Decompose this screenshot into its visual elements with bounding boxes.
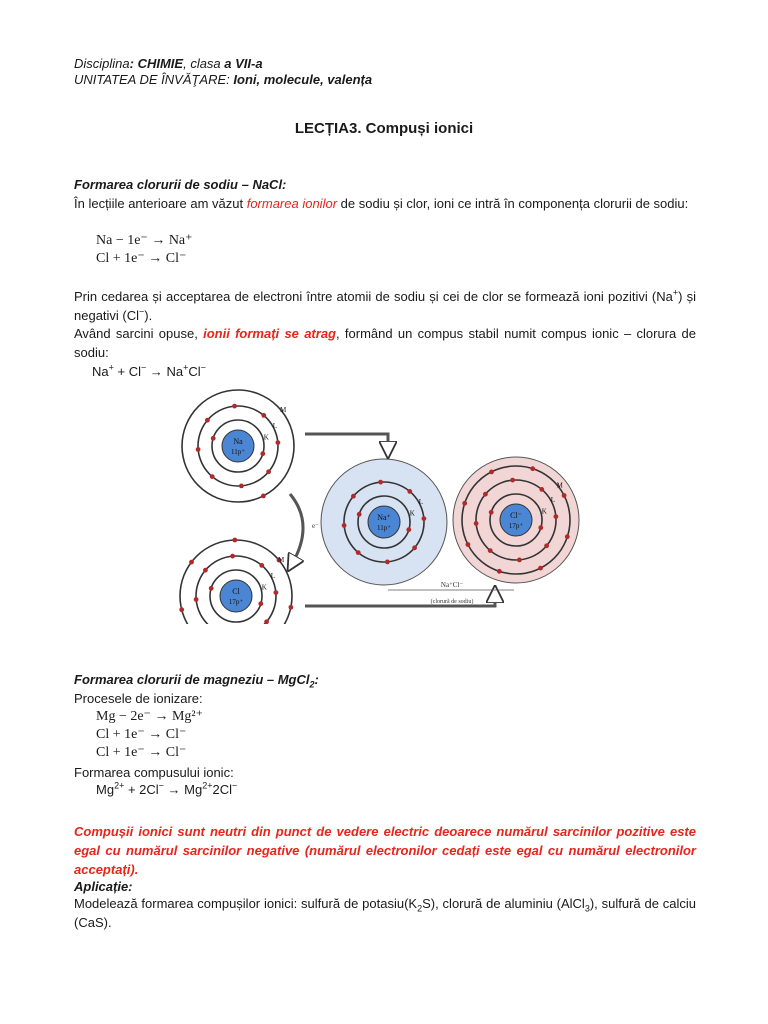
cl-ion-electron <box>554 514 559 519</box>
cl-ion-electron <box>565 534 570 539</box>
ionization-label: Procesele de ionizare: <box>74 691 203 706</box>
section-heading-nacl: Formarea clorurii de sodiu – NaCl: <box>74 177 287 192</box>
compound-formation-label: Formarea compusului ionic: <box>74 765 234 780</box>
na-atom-electron <box>232 404 237 409</box>
cl-ion-electron <box>483 492 488 497</box>
eq4-mg2: Mg <box>184 782 203 797</box>
eq4-arrow: → <box>163 782 185 797</box>
eq4-sup3: 2+ <box>202 780 213 791</box>
na-ion-shell-label: K <box>409 509 415 518</box>
intro-text-b: de sodiu și clor, ioni ce intră în componența clorurii de sodiu: <box>337 196 689 211</box>
cl-atom-electron <box>209 586 214 591</box>
mgcl2-heading-sub: 2 <box>309 679 315 690</box>
cl-ion-electron <box>539 487 544 492</box>
cl-ion-electron <box>462 501 467 506</box>
na-atom-electron <box>205 418 210 423</box>
intro-highlight: formarea ionilor <box>246 196 338 211</box>
cl-ion-electron <box>517 558 522 563</box>
compound-sublabel: (clorură de sodiu) <box>430 599 474 605</box>
eq3-sup3: + <box>183 362 189 373</box>
eq4-cl: + 2Cl <box>124 782 159 797</box>
cl-atom-electron <box>264 619 269 624</box>
cl-atom-electron <box>189 560 194 565</box>
na-ion-shell-label: L <box>418 497 424 506</box>
equation-nacl-formation <box>92 364 206 380</box>
na-ion-symbol: Na⁺ <box>377 513 391 522</box>
class-label: , clasa <box>183 56 225 71</box>
cl-ion-electron <box>538 566 543 571</box>
cl-ion-electron <box>544 543 549 548</box>
unit-value: Ioni, molecule, valența <box>233 72 373 87</box>
na-atom-electron <box>211 436 216 441</box>
cl-atom-symbol: Cl <box>232 587 240 596</box>
na-atom-symbol: Na <box>233 437 243 446</box>
ion-sup-plus: + <box>672 287 679 298</box>
app-sub2: 3 <box>584 903 590 914</box>
eq3-na: Na <box>92 364 109 379</box>
na-ion-electron <box>422 516 427 521</box>
na-ion-protons: 11p⁺ <box>377 524 391 532</box>
na-ion-electron <box>407 489 412 494</box>
discipline-value: : CHIMIE <box>129 56 184 71</box>
cl-atom-electron <box>232 538 237 543</box>
na-ion-electron <box>342 523 347 528</box>
cl-atom-nucleus <box>220 580 252 612</box>
equation-cl-ionization-2: Cl + 1e⁻ → Cl⁻ <box>96 745 187 760</box>
cl-atom-electron <box>179 607 184 612</box>
arrow-na-to-ion <box>305 434 388 450</box>
cl-ion-symbol: Cl⁻ <box>510 511 522 520</box>
cl-ion-nucleus <box>500 504 532 536</box>
section-heading-mgcl2 <box>74 672 319 688</box>
eq4-sup4: − <box>232 780 238 791</box>
cl-ion-protons: 17p⁺ <box>508 522 524 530</box>
eq3-cl: + Cl <box>113 364 141 379</box>
na-atom-nucleus <box>222 430 254 462</box>
cl-atom-electron <box>203 568 208 573</box>
cl-atom-shell-label: K <box>261 583 267 592</box>
na-atom-electron <box>261 413 266 418</box>
cl-atom-electron <box>258 601 263 606</box>
application-text <box>74 894 696 932</box>
equation-mgcl2-formation <box>96 782 237 798</box>
na-atom-protons: 11p⁺ <box>231 448 245 456</box>
cl-ion-electron <box>562 493 567 498</box>
cl-atom-shell-label: M <box>278 555 285 564</box>
na-atom-shell-label: L <box>272 421 278 430</box>
na-ion-electron <box>406 527 411 532</box>
cl-ion-shell-label: L <box>550 495 556 504</box>
intro-text-a: În lecțiile anterioare am văzut <box>74 196 247 211</box>
na-ion-electron <box>412 545 417 550</box>
paragraph-intro <box>74 194 696 213</box>
ion-text-c: ). <box>144 308 153 323</box>
app-text-b: S), clorură de aluminiu (AlCl <box>422 896 585 911</box>
cl-ion-electron <box>488 548 493 553</box>
app-text-c: ), sulfură de calciu (CaS). <box>74 896 696 930</box>
na-ion-electron <box>356 550 361 555</box>
cl-atom-electron <box>274 590 279 595</box>
arrow-electron-transfer <box>290 494 303 564</box>
eq4-sup1: 2+ <box>114 780 125 791</box>
na-atom-electron <box>260 451 265 456</box>
cl-ion-electron <box>497 569 502 574</box>
na-ion-electron <box>378 480 383 485</box>
attraction-text-b: , formând un compus stabil numit compus ionic – clorura de sodiu: <box>74 326 696 360</box>
cl-atom-electron <box>259 563 264 568</box>
eq3-na2: Na <box>166 364 184 379</box>
eq4-cl2: 2Cl <box>212 782 232 797</box>
equation-cl-ionization-1: Cl + 1e⁻ → Cl⁻ <box>96 727 187 742</box>
eq3-sup1: + <box>108 362 114 373</box>
paragraph-attraction <box>74 324 696 362</box>
ion-sup-minus: − <box>139 306 145 317</box>
cl-ion-electron <box>489 470 494 475</box>
cl-ion-electron <box>510 478 515 483</box>
mgcl2-heading-a: Formarea clorurii de magneziu – MgCl <box>74 672 310 687</box>
equation-cl-ionization: Cl + 1e⁻ → Cl⁻ <box>96 251 187 266</box>
cl-ion-electron <box>466 542 471 547</box>
cl-atom-electron <box>194 597 199 602</box>
eq3-sup4: − <box>200 362 206 373</box>
discipline-line <box>74 56 263 72</box>
na-atom-shell-label: M <box>280 405 287 414</box>
page-title: LECȚIA3. Compuși ionici <box>294 120 474 137</box>
na-atom-electron <box>210 474 215 479</box>
cl-ion-electron <box>489 510 494 515</box>
attraction-text-a: Având sarcini opuse, <box>74 326 204 341</box>
paragraph-ion-formation <box>74 287 696 325</box>
na-atom-electron <box>266 469 271 474</box>
unit-label: UNITATEA DE ÎNVĂŢARE: <box>74 72 234 87</box>
eq3-cl2: Cl <box>188 364 201 379</box>
equation-na-ionization: Na − 1e⁻ → Na⁺ <box>96 233 193 248</box>
cl-ion-shell-label: M <box>556 481 563 490</box>
eq4-sup2: − <box>158 780 164 791</box>
na-atom-shell-label: K <box>263 433 269 442</box>
cl-ion-electron <box>530 466 535 471</box>
cl-atom-electron <box>230 554 235 559</box>
cl-ion-electron <box>474 521 479 526</box>
eq4-mg: Mg <box>96 782 115 797</box>
na-atom-electron <box>196 447 201 452</box>
ion-text-a: Prin cedarea și acceptarea de electroni între atomii de sodiu și cei de clor se formează ioni pozitivi (Na <box>74 289 673 304</box>
class-value: a VII-a <box>224 56 263 71</box>
application-heading: Aplicație: <box>74 879 133 894</box>
na-atom-electron <box>239 484 244 489</box>
equation-mg-ionization: Mg − 2e⁻ → Mg²⁺ <box>96 709 203 724</box>
ion-text-b: ) și negativi (Cl <box>74 289 696 323</box>
unit-line <box>74 72 372 88</box>
cl-atom-protons: 17p⁺ <box>228 598 244 606</box>
eq3-arrow: → <box>146 364 167 379</box>
cl-ion-shell-label: K <box>541 507 547 516</box>
compound-label: Na⁺Cl⁻ <box>440 581 464 589</box>
na-ion-electron <box>357 512 362 517</box>
cl-ion-electron <box>538 525 543 530</box>
attraction-highlight: ionii formați se atrag <box>203 326 336 341</box>
app-sub1: 2 <box>417 903 423 914</box>
na-atom-electron <box>261 494 266 499</box>
mgcl2-heading-b: : <box>314 672 319 687</box>
discipline-label: Disciplina <box>74 56 130 71</box>
app-text-a: Modelează formarea compușilor ionici: sulfură de potasiu(K <box>74 896 418 911</box>
electron-transfer-label: e⁻ <box>312 522 319 530</box>
na-ion-electron <box>351 494 356 499</box>
ionic-bond-diagram <box>170 384 590 624</box>
cl-atom-electron <box>289 605 294 610</box>
na-ion-nucleus <box>368 506 400 538</box>
cl-atom-shell-label: L <box>270 571 276 580</box>
na-atom-electron <box>276 440 281 445</box>
na-ion-electron <box>385 560 390 565</box>
conclusion-statement: Compușii ionici sunt neutri din punct de vedere electric deoarece numărul sarcinilor pozitive este egal cu numărul sarcinilor negative (numărul electronilor cedați este egal cu numărul electronilor acceptați). <box>74 824 696 877</box>
eq3-sup2: − <box>140 362 147 373</box>
